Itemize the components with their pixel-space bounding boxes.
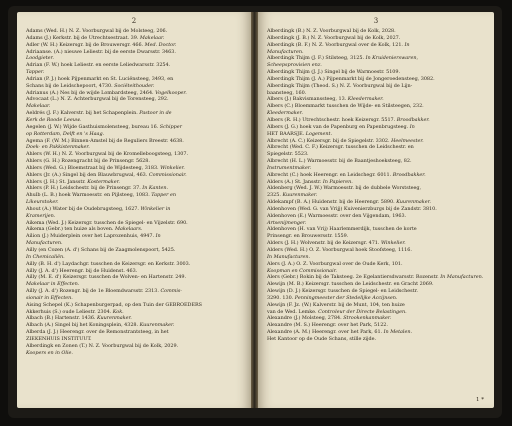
entry-text: Alberdingk (J. B.) N. Z. Voorburgwal bij de Kolk, 2027. bbox=[267, 34, 401, 41]
entry-text: Alers (Gebr.) Rokin bij de Taksteeg. 2e Egelantiersdwarsstr. Rozenstr. bbox=[267, 274, 439, 281]
right-page-number: 3 bbox=[373, 17, 379, 25]
directory-entry bbox=[267, 199, 487, 206]
entry-occupation: Kok. bbox=[112, 308, 124, 315]
entry-text: Alberdingk Thijm (J. F.) Stilsteeg, 3125. bbox=[267, 55, 365, 62]
directory-entry bbox=[26, 165, 244, 172]
directory-entry bbox=[267, 336, 487, 343]
entry-text: Akkerhuis (S.) oude Leliestr. 2304. bbox=[26, 308, 112, 315]
directory-entry bbox=[26, 350, 244, 357]
entry-occupation: In Chemicaliën. bbox=[26, 253, 65, 260]
entry-occupation: Logement. bbox=[305, 130, 332, 137]
entry-text: Albrecht (C.) hoek Heerengr. en Leidschegr. 6011. bbox=[267, 171, 392, 178]
entry-occupation: Doek- en Pakkistenmaker. bbox=[26, 144, 90, 151]
directory-entry bbox=[26, 295, 244, 302]
entry-text: Adriaanse. (A.) nieuwe Leliestr. bij de eerste Dwarsstr. 3463. bbox=[26, 48, 176, 55]
directory-entry bbox=[267, 103, 487, 110]
directory-entry bbox=[267, 295, 487, 302]
left-entries bbox=[17, 26, 251, 357]
directory-entry bbox=[267, 35, 487, 42]
entry-text: Aldekampf (B. A.) Huidenstr. bij de Heerengr. 5890. bbox=[267, 199, 395, 206]
entry-text: Adams (J.) Kerkstr. bij de Utrechtsestraat. 39. bbox=[26, 34, 139, 41]
entry-text: Ahlers (G. H.) Rozengracht bij de Prinsengr. 5628. bbox=[26, 158, 150, 165]
directory-entry bbox=[267, 83, 487, 90]
entry-text: van de Wed. Lemke. bbox=[267, 308, 317, 315]
entry-text: 3290. 130. bbox=[267, 294, 294, 301]
entry-text: Albers (J.) Bakvismanssteeg, 13. bbox=[267, 96, 347, 103]
entry-text: Aldenhoven (Wed. G. van Vrijj) Kuivenierzburgs bij de Zandstr. 3810. bbox=[267, 205, 437, 212]
directory-entry bbox=[267, 172, 487, 179]
entry-occupation: Loodgieter. bbox=[26, 55, 54, 62]
directory-entry bbox=[26, 69, 244, 76]
entry-text: Alberdingk Thijm (J. A.) Pijpenmarkt bij de Jongeroedensteeg, 3082. bbox=[267, 75, 435, 82]
left-page bbox=[17, 12, 251, 408]
directory-entry bbox=[267, 288, 487, 295]
entry-occupation: Koopers en in Olie. bbox=[26, 349, 73, 356]
entry-occupation: Kostermaker. bbox=[87, 178, 120, 185]
directory-entry bbox=[26, 274, 244, 281]
directory-entry bbox=[26, 343, 244, 350]
entry-text: Aeldrés (J. F.) Kalverstr. bij het Schapenplein. bbox=[26, 110, 138, 117]
entry-text: Alberda (J. J.) Heerengr. over de Remonstrantsteeg, in het bbox=[26, 329, 169, 336]
directory-entry bbox=[26, 206, 244, 213]
entry-occupation: In Manufacturen. bbox=[267, 253, 311, 260]
directory-entry bbox=[26, 240, 244, 247]
entry-text: Ailly (B. H. d') Laydachgr. tusschen de Keizersgr. en Kerkstr. 3003. bbox=[26, 260, 191, 267]
entry-text: Aldenberg (Wed. J. W.) Warmoesstr. bij de dubbele Worststeeg, bbox=[267, 185, 422, 192]
entry-text: Spiegelstr. 5523. bbox=[267, 151, 309, 158]
directory-entry bbox=[26, 110, 244, 117]
directory-entry bbox=[26, 192, 244, 199]
directory-entry bbox=[267, 69, 487, 76]
directory-entry bbox=[26, 42, 244, 49]
directory-entry bbox=[267, 144, 487, 151]
entry-text: Ailly (J. A. d') Heerengr. bij de Huidenst. 463. bbox=[26, 267, 138, 274]
directory-entry bbox=[267, 213, 487, 220]
entry-occupation: Penningmeester der Stedelijke Accijnsen. bbox=[294, 294, 398, 301]
directory-entry bbox=[267, 302, 487, 309]
directory-entry bbox=[26, 199, 244, 206]
entry-text: Ailly (en Cozen (A. d') Schans bij de Zaagmolenspoort, 5425. bbox=[26, 247, 176, 253]
entry-text: Prinsengr. en Brouwersstr. 1559. bbox=[267, 233, 349, 240]
directory-entry bbox=[26, 151, 244, 158]
entry-text: Alberdingk en Zonen (T.) N. Z. Voorburgwal bij de Kolk, 2029. bbox=[26, 342, 179, 349]
directory-entry bbox=[267, 117, 487, 124]
entry-text: ZIEKENHUIS INSTITUUT. bbox=[26, 335, 92, 342]
entry-text: HET BAARSJE. bbox=[267, 130, 305, 137]
entry-text: Aldenhoven (H. van Vrij) Haarlemmerdijk, tusschen de korte bbox=[267, 226, 417, 233]
entry-text: Alders (Wed. H.) O. Z. Voorburgwal hoek Stoofsteeg, 1116. bbox=[267, 247, 412, 253]
entry-text: Aikema (Gebr.) ten huize als boven. bbox=[26, 226, 114, 233]
directory-entry bbox=[26, 213, 244, 220]
entry-occupation: Strookenkanmaker. bbox=[343, 315, 392, 322]
entry-occupation: Makelaar in Effecten. bbox=[26, 281, 80, 288]
entry-occupation: Winkelier. bbox=[160, 164, 185, 171]
entry-text: Adler (W. H.) Keizersgr. bij de Brouwersgr. 466. bbox=[26, 41, 144, 48]
entry-text: Het Kantoor op de Oude Schans, stille zijde. bbox=[267, 335, 376, 342]
entry-occupation: Commis- bbox=[160, 288, 182, 295]
entry-text: Alberdingk (B.) N. Z. Voorburgwal bij de Kolk, 2028. bbox=[267, 28, 396, 34]
entry-occupation: Likeurstoker. bbox=[26, 199, 59, 206]
directory-entry bbox=[26, 138, 244, 145]
entry-occupation: Scheepsprovisien enz. bbox=[267, 62, 322, 69]
entry-text: Ahlers (Jr. (A.) Singel bij den Blauwbrugwal, 463. bbox=[26, 171, 148, 178]
entry-occupation: Makelaar. bbox=[139, 34, 165, 41]
directory-entry bbox=[267, 158, 487, 165]
entry-occupation: Winkelier. bbox=[380, 240, 406, 247]
entry-text: Ahulb (L. B.) hoek Warmoesstr. en Pijlsteeg, 1083. bbox=[26, 192, 150, 199]
entry-text: Alberdingk Thijm (Theod. S.) N. Z. Voorburgwal bij de Lijn- bbox=[267, 82, 413, 89]
entry-text: Ahout (A.) Water bij de Oudebrugsteeg, 1627. bbox=[26, 205, 139, 212]
entry-occupation: Controleur der Directe Belastingen. bbox=[318, 308, 407, 315]
entry-text: Aegelen (J. W.) Wijde Gasthuismolensteeg, bureau 16. bbox=[26, 123, 159, 130]
entry-text: Ahlers (Wed. G.) Bloemstraat bij de Wijdesteeg, 3183. bbox=[26, 164, 159, 171]
entry-text: Alberdingk (B. F.) N. Z. Voorburgwal over de Kolk, 121. bbox=[267, 41, 403, 48]
entry-text: Alewijn (D. J.) Keizersgr. tusschen de Spiegel- en Leidschestr. bbox=[267, 288, 418, 295]
entry-occupation: In bbox=[404, 41, 410, 48]
entry-occupation: Koopman en Commissionair. bbox=[267, 267, 337, 274]
directory-entry bbox=[26, 158, 244, 165]
entry-occupation: Commissionair. bbox=[148, 171, 187, 178]
entry-text: Alexandre (A. M.) Heerengr. over het Park, 61. bbox=[267, 329, 383, 336]
entry-occupation: Manufacturen. bbox=[267, 48, 304, 55]
entry-occupation: Pastoor in de bbox=[139, 110, 172, 117]
directory-entry bbox=[267, 226, 487, 233]
directory-entry bbox=[267, 165, 487, 172]
directory-entry bbox=[267, 131, 487, 138]
directory-entry bbox=[26, 233, 244, 240]
entry-occupation: op Rotterdam, Delft en 's Haag. bbox=[26, 130, 105, 137]
directory-entry bbox=[26, 329, 244, 336]
entry-text: Ailly (J. A. d') Rozengr. bij de 1e Bloemdwarsstr. 2313. bbox=[26, 288, 159, 295]
directory-entry bbox=[26, 96, 244, 103]
directory-entry bbox=[26, 172, 244, 179]
directory-entry bbox=[26, 247, 244, 254]
directory-entry bbox=[267, 254, 487, 261]
entry-occupation: In Manufacturen. bbox=[440, 274, 484, 281]
entry-text: Alers (J. A.) O. Z. Voorburgwal over de Oude Kerk, 101. bbox=[267, 260, 403, 267]
entry-text: Alberdingk Thijm (J. J.) Singel bij de Warmoestr. 5109. bbox=[267, 69, 401, 76]
entry-occupation: Vogelkooper. bbox=[155, 89, 187, 96]
entry-occupation: Kuurenmaker. bbox=[139, 322, 175, 329]
entry-text: Alexandre (J.) Molsteeg, 2784. bbox=[267, 315, 342, 322]
entry-text: Alewijn (F. Jz. (W.) Kalverstr. bij de Munt, 104, ten huize bbox=[267, 301, 405, 308]
directory-entry bbox=[26, 62, 244, 69]
entry-text: Ailly (M. E. d') Keizersgr. tusschen de Wolven- en Hartenstr. 249. bbox=[26, 274, 187, 281]
entry-occupation: Kuurenmaker. bbox=[97, 315, 132, 322]
entry-text: Albrecht (H. L.) Warmoesstr. bij de Baantjeshoeksteeg, 82. bbox=[267, 158, 412, 165]
directory-entry bbox=[26, 336, 244, 343]
directory-entry bbox=[267, 76, 487, 83]
entry-text: Ahlers (P. H.) Leidschestr. bij de Prinsengr. 37. bbox=[26, 185, 141, 192]
entry-occupation: Makelaars. bbox=[115, 226, 143, 233]
entry-occupation: Sociëteithouder. bbox=[114, 82, 155, 89]
entry-text: baansteeg, 160. bbox=[267, 89, 307, 96]
right-entries bbox=[258, 26, 494, 343]
directory-entry bbox=[26, 49, 244, 56]
entry-text: Ahlers (J. H.) St. Jansstr. bbox=[26, 178, 86, 185]
directory-entry bbox=[267, 247, 487, 254]
entry-text: 2325. bbox=[267, 192, 281, 199]
directory-entry bbox=[267, 42, 487, 49]
entry-text: Albers (C.) Bloemmarkt tusschen de Wijde- en Stilsteegen, 232. bbox=[267, 103, 424, 110]
entry-occupation: Tapper en bbox=[151, 192, 176, 199]
entry-text: Advocaat (L.) N. Z. Achterburgwal bij de Torensteeg, 292. bbox=[26, 96, 169, 103]
entry-occupation: In Metalen. bbox=[383, 329, 413, 336]
entry-text: Aldenhoven (E.) Warmoesstr. over den Vijgendam, 1963. bbox=[267, 212, 407, 219]
entry-occupation: Winkelier in bbox=[140, 205, 171, 212]
signature-mark: 1 * bbox=[476, 397, 484, 403]
directory-entry bbox=[267, 124, 487, 131]
directory-entry bbox=[26, 28, 244, 35]
entry-occupation: Broodbakker. bbox=[392, 171, 426, 178]
directory-entry bbox=[26, 261, 244, 268]
entry-text: Schans bij de Leidschepoort, 4730. bbox=[26, 82, 113, 89]
entry-text: Aikema (Wed. J.) Keizersgr. tusschen de Spiegel- en Vijzelstr. 690. bbox=[26, 219, 188, 226]
entry-occupation: In bbox=[409, 123, 415, 130]
entry-text: Adrian (P. J.) hoek Pijpenmarkt en St. Luciënsteeg, 3493, en bbox=[26, 75, 174, 82]
entry-occupation: Kramerijen. bbox=[26, 212, 56, 219]
entry-occupation: Kuurenmaker. bbox=[396, 199, 431, 206]
entry-text: Alexandre (M. S.) Heerengr. over het Park, 5122. bbox=[267, 322, 388, 329]
entry-occupation: Manufacturen. bbox=[26, 240, 63, 247]
directory-entry bbox=[267, 110, 487, 117]
entry-occupation: Kleedermaker. bbox=[267, 110, 303, 117]
entry-occupation: Schipper bbox=[159, 123, 182, 130]
entry-text: Albach (B.) Hartenstr. 1436. bbox=[26, 315, 96, 322]
entry-text: Ahlers (W. H.) N. Z. Voorburgwal bij de Kromelleboogsteeg, 1307. bbox=[26, 151, 188, 158]
entry-occupation: In Papieren. bbox=[322, 178, 353, 185]
directory-entry bbox=[26, 76, 244, 83]
directory-entry bbox=[267, 240, 487, 247]
directory-entry bbox=[26, 35, 244, 42]
directory-entry bbox=[267, 185, 487, 192]
entry-occupation: Kuurenmaker. bbox=[282, 192, 318, 199]
entry-text: Albrecht (Wed. C. F.) Keizersgr. tusschen de Leidschestr. en bbox=[267, 144, 414, 151]
entry-occupation: Broodbakker. bbox=[396, 116, 430, 123]
entry-text: Adrian (F. W.) hoek Leliestr. en eerste Leliedwarsstr. 3254. bbox=[26, 62, 171, 69]
entry-text: Alewijn (M. B.) Keizersgr. tusschen de Leidschestr. en Gracht 2069. bbox=[267, 281, 434, 288]
entry-occupation: Instrumentmaker. bbox=[267, 164, 312, 171]
entry-text: Albers (J. G.) hoek van de Papenburg en Papenbrugsteeg. bbox=[267, 123, 409, 130]
entry-text: Albach (A.) Singel bij het Koningsplein, 4328. bbox=[26, 322, 139, 329]
entry-occupation: In bbox=[155, 233, 161, 240]
entry-occupation: Artsenijmenger. bbox=[267, 219, 307, 226]
directory-entry bbox=[267, 55, 487, 62]
directory-entry bbox=[26, 288, 244, 295]
book-spread bbox=[8, 6, 502, 418]
entry-occupation: Med. Doctor. bbox=[144, 41, 177, 48]
directory-entry bbox=[26, 117, 244, 124]
entry-occupation: Makelaar. bbox=[26, 103, 51, 110]
entry-occupation: Heelmeester. bbox=[391, 137, 424, 144]
directory-entry bbox=[26, 254, 244, 261]
entry-text: Agema (F. (W. M.) Binnen-Amstel bij de Reguliers Breestr. 4638. bbox=[26, 137, 184, 144]
entry-text: Alders (J. H.) Wolvenstr. bij de Keizersgr. 471. bbox=[267, 240, 380, 247]
entry-occupation: In Kanten. bbox=[142, 185, 169, 192]
entry-text: Alders (A.) St. Jansstr. bbox=[267, 178, 322, 185]
entry-text: Albrecht (A. C.) Keizersgr. bij de Spiegelstr. 3302. bbox=[267, 137, 390, 144]
directory-entry bbox=[26, 83, 244, 90]
book-gutter bbox=[251, 12, 258, 408]
directory-entry bbox=[267, 28, 487, 35]
directory-entry bbox=[26, 302, 244, 309]
entry-occupation: Tapper. bbox=[26, 69, 45, 76]
entry-text: Aising Schepel (K.) Schapenburgerpad, op den Tuin der GEBROEDERS bbox=[26, 301, 202, 308]
entry-text: Adams (Wed. H.) N. Z. Voorburgwal bij de Molsteeg, 206. bbox=[26, 28, 168, 34]
entry-occupation: Kerk de Roode Leeuw. bbox=[26, 116, 81, 123]
entry-text: Albers (R. H.) Utrechtschestr. hoek Keizersgr. 5517. bbox=[267, 116, 396, 123]
right-page bbox=[258, 12, 494, 408]
left-page-number: 2 bbox=[131, 17, 137, 25]
entry-text: Ailion (J.) Muiderplein over het Laprozenhuis, 4947. bbox=[26, 233, 155, 240]
directory-entry bbox=[267, 151, 487, 158]
directory-entry bbox=[267, 206, 487, 213]
entry-occupation: Kleedermaker. bbox=[347, 96, 384, 103]
directory-entry bbox=[26, 124, 244, 131]
entry-occupation: sionair in Effecten. bbox=[26, 294, 73, 301]
directory-entry bbox=[267, 261, 487, 268]
directory-entry bbox=[267, 329, 487, 336]
directory-entry bbox=[26, 131, 244, 138]
entry-text: Adrianus (A.) Nes bij de wijde Lombardsteeg, 2464. bbox=[26, 89, 154, 96]
entry-occupation: In Kruidenierswaren, bbox=[365, 55, 419, 62]
